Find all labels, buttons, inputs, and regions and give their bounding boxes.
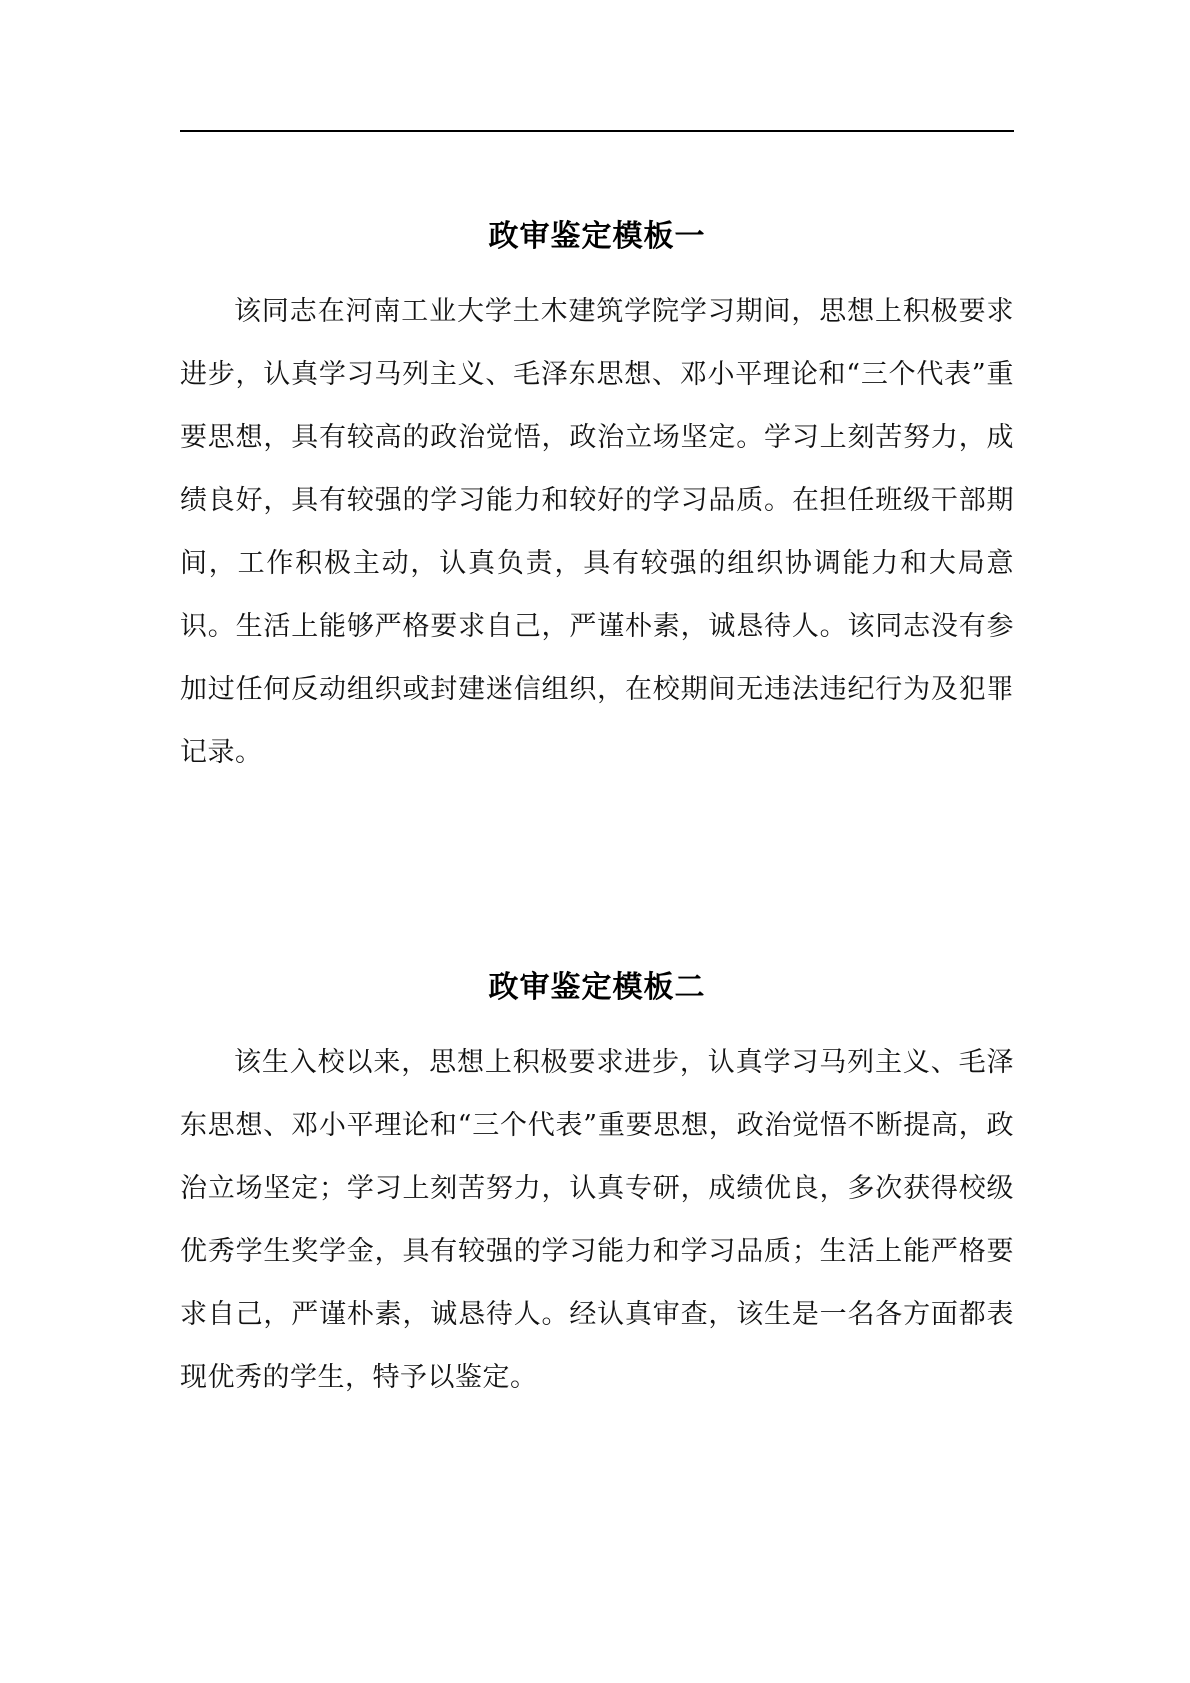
section-title: 政审鉴定模板一 [488,219,706,254]
section-body: 该生入校以来，思想上积极要求进步，认真学习马列主义、毛泽东思想、邓小平理论和“三个代表”重要思想，政治觉悟不断提高，政治立场坚定；学习上刻苦努力，认真专研，成绩优良，多次获得校级优秀学生奖学金，具有较强的学习能力和学习品质；生活上能严格要求自己，严谨朴素，诚恳待人。经认真审查，该生是一名各方面都表现优秀的学生，特予以鉴定。 [180,1047,1014,1393]
header-rule [180,130,1014,132]
section-body: 该同志在河南工业大学土木建筑学院学习期间，思想上积极要求进步，认真学习马列主义、毛泽东思想、邓小平理论和“三个代表”重要思想，具有较高的政治觉悟，政治立场坚定。学习上刻苦努力，成绩良好，具有较强的学习能力和较好的学习品质。在担任班级干部期间，工作积极主动，认真负责，具有较强的组织协调能力和大局意识。生活上能够严格要求自己，严谨朴素，诚恳待人。该同志没有参加过任何反动组织或封建迷信组织，在校期间无违法违纪行为及犯罪记录。 [180,296,1014,768]
template-section-one [180,212,1014,784]
template-section-two [180,963,1014,1409]
section-title: 政审鉴定模板二 [488,970,706,1005]
